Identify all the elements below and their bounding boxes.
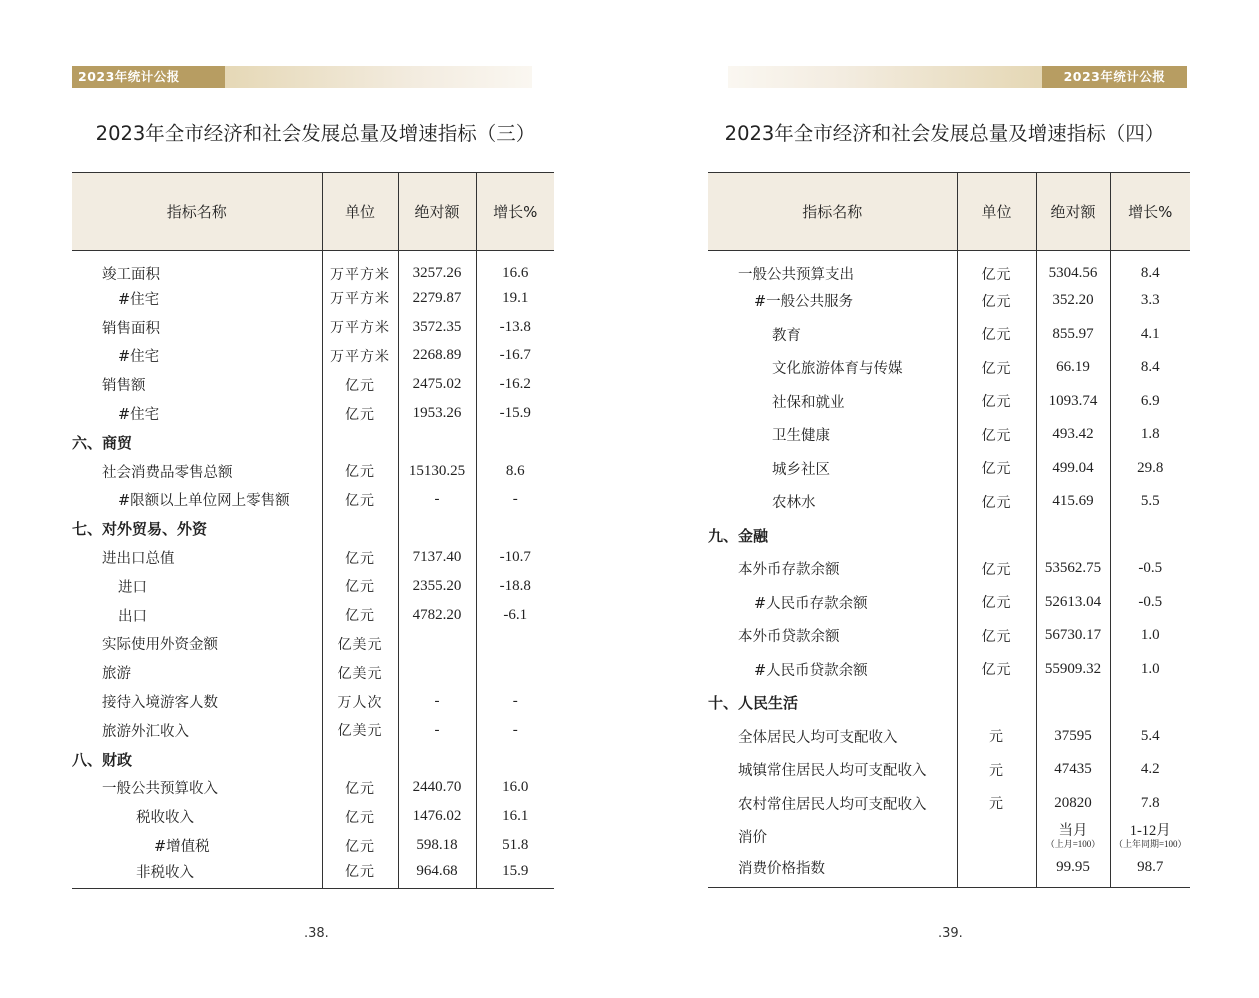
value-cell: 2355.20: [398, 572, 476, 601]
growth-cell: 98.7: [1110, 854, 1190, 888]
value-cell: [398, 630, 476, 659]
page-number: .39.: [938, 926, 963, 941]
indicator-name: 本外币存款余额: [738, 562, 840, 579]
table-row: [72, 399, 554, 428]
table-row: [708, 452, 1190, 486]
indicator-name: #人民币存款余额: [754, 595, 868, 612]
indicator-name: 九、金融: [708, 526, 769, 545]
unit-cell: [957, 854, 1036, 888]
table-row: [708, 720, 1190, 754]
table-row: [708, 318, 1190, 352]
unit-cell: 亿元: [322, 831, 398, 860]
left-page: [0, 0, 629, 998]
growth-cell: [1110, 820, 1190, 854]
value-cell: [398, 428, 476, 457]
table-header-row: [72, 173, 554, 251]
unit-cell: [322, 428, 398, 457]
indicator-name: #住宅: [118, 349, 160, 366]
unit-cell: 亿元: [957, 552, 1036, 586]
indicator-name: 出口: [118, 608, 147, 625]
indicator-name: 社会消费品零售总额: [102, 464, 233, 481]
indicator-name: 竣工面积: [102, 267, 160, 283]
unit-cell: 亿元: [322, 543, 398, 572]
table-header-row: [708, 173, 1190, 251]
page-number: .38.: [304, 926, 329, 941]
indicator-name: 本外币贷款余额: [738, 629, 840, 646]
indicator-name: 税收收入: [136, 810, 194, 827]
value-cell: -: [398, 486, 476, 515]
column-header-value: 绝对额: [1036, 173, 1110, 251]
header-tag: 2023年统计公报: [72, 66, 225, 88]
indicator-table: [708, 172, 1190, 888]
indicator-name: 旅游外汇收入: [102, 723, 189, 740]
unit-cell: 亿元: [957, 351, 1036, 385]
unit-cell: 亿元: [322, 370, 398, 399]
indicator-name: 七、对外贸易、外资: [72, 520, 208, 539]
growth-cell-label: 1-12月: [1129, 822, 1171, 839]
unit-cell: 亿元: [322, 572, 398, 601]
column-header-unit: 单位: [957, 173, 1036, 251]
table-row: [72, 630, 554, 659]
table-row: [708, 418, 1190, 452]
value-cell: 52613.04: [1036, 586, 1110, 620]
growth-cell: [1110, 686, 1190, 720]
value-cell: [1036, 519, 1110, 553]
indicator-name: #住宅: [118, 291, 160, 308]
value-cell: 56730.17: [1036, 619, 1110, 653]
table-row: [708, 586, 1190, 620]
section-row: [72, 428, 554, 457]
indicator-name: 旅游: [102, 666, 131, 683]
table-row: [72, 457, 554, 486]
unit-cell: 万平方米: [322, 313, 398, 342]
table-row: [72, 313, 554, 342]
indicator-name: 卫生健康: [772, 428, 830, 445]
value-cell: [1036, 686, 1110, 720]
table-row: [72, 860, 554, 889]
unit-cell: 亿元: [322, 802, 398, 831]
indicator-name: 全体居民人均可支配收入: [738, 729, 898, 746]
value-cell: 66.19: [1036, 351, 1110, 385]
unit-cell: 亿元: [957, 385, 1036, 419]
unit-cell: [322, 745, 398, 774]
table-row: [72, 831, 554, 860]
growth-cell: 8.4: [1110, 351, 1190, 385]
table-row: [72, 342, 554, 371]
indicator-name: 一般公共预算支出: [738, 267, 854, 283]
value-cell: 352.20: [1036, 284, 1110, 318]
growth-cell: 1.8: [1110, 418, 1190, 452]
unit-cell: 亿元: [957, 284, 1036, 318]
indicator-name: 接待入境游客人数: [102, 695, 218, 712]
growth-cell: 15.9: [476, 860, 554, 889]
table-row: [708, 251, 1190, 285]
value-cell: 2279.87: [398, 284, 476, 313]
section-row: [708, 686, 1190, 720]
growth-cell: -18.8: [476, 572, 554, 601]
indicator-name: 教育: [772, 327, 801, 344]
unit-cell: 亿元: [957, 485, 1036, 519]
growth-cell: 4.1: [1110, 318, 1190, 352]
section-row: [708, 519, 1190, 553]
indicator-name: 农林水: [772, 495, 816, 512]
table-row: [72, 251, 554, 285]
value-cell: 53562.75: [1036, 552, 1110, 586]
table-row: [708, 787, 1190, 821]
growth-cell: 29.8: [1110, 452, 1190, 486]
table-row: [708, 854, 1190, 888]
value-cell: 598.18: [398, 831, 476, 860]
indicator-name: #限额以上单位网上零售额: [118, 493, 290, 510]
growth-cell: [476, 514, 554, 543]
growth-cell: -0.5: [1110, 586, 1190, 620]
table-row: [708, 385, 1190, 419]
indicator-name: 非税收入: [72, 860, 322, 889]
unit-cell: 亿元: [957, 452, 1036, 486]
column-header-growth: 增长%: [476, 173, 554, 251]
indicator-name: 销售面积: [102, 320, 160, 337]
value-cell: [398, 745, 476, 774]
value-cell: 99.95: [1036, 854, 1110, 888]
value-cell: 499.04: [1036, 452, 1110, 486]
indicator-name: 实际使用外资金额: [102, 637, 218, 654]
table-row: [72, 601, 554, 630]
growth-cell: [1110, 519, 1190, 553]
column-header-growth: 增长%: [1110, 173, 1190, 251]
growth-cell: -16.2: [476, 370, 554, 399]
indicator-name: 十、人民生活: [708, 694, 799, 713]
table-row: [72, 370, 554, 399]
growth-cell: 1.0: [1110, 619, 1190, 653]
unit-cell: 亿元: [957, 586, 1036, 620]
indicator-name: #人民币贷款余额: [754, 662, 868, 679]
table-row: [72, 543, 554, 572]
table-row: [708, 351, 1190, 385]
indicator-name: 进口: [118, 579, 147, 596]
growth-cell: 8.6: [476, 457, 554, 486]
growth-cell: 16.0: [476, 774, 554, 803]
unit-cell: 亿元: [322, 486, 398, 515]
table-row: [72, 716, 554, 745]
growth-cell: 16.1: [476, 802, 554, 831]
table-row: [708, 753, 1190, 787]
indicator-name: 八、财政: [72, 750, 133, 769]
growth-cell: -16.7: [476, 342, 554, 371]
growth-cell: 19.1: [476, 284, 554, 313]
unit-cell: 亿元: [957, 619, 1036, 653]
section-row: [72, 745, 554, 774]
value-cell: [398, 658, 476, 687]
growth-cell: 16.6: [476, 251, 554, 285]
unit-cell: 万人次: [322, 687, 398, 716]
growth-cell: [476, 658, 554, 687]
value-cell: 855.97: [1036, 318, 1110, 352]
table-row: [72, 687, 554, 716]
indicator-name: 文化旅游体育与传媒: [772, 361, 903, 378]
table-row: [708, 820, 1190, 854]
growth-cell: [476, 630, 554, 659]
table-row: [72, 486, 554, 515]
unit-cell: 万平方米: [322, 251, 398, 285]
table-row: [72, 572, 554, 601]
value-cell: 55909.32: [1036, 653, 1110, 687]
value-cell: 1476.02: [398, 802, 476, 831]
indicator-name: 社保和就业: [772, 394, 845, 411]
value-cell-label: 当月: [1058, 822, 1088, 839]
value-cell: 3572.35: [398, 313, 476, 342]
indicator-name: 消费价格指数: [708, 854, 957, 888]
indicator-name: 销售额: [102, 378, 146, 395]
table-row: [72, 284, 554, 313]
header-ribbon: [728, 66, 1187, 88]
unit-cell: [957, 686, 1036, 720]
unit-cell: 亿元: [957, 653, 1036, 687]
indicator-name: 农村常住居民人均可支配收入: [738, 796, 927, 813]
indicator-table: [72, 172, 554, 889]
unit-cell: 亿元: [322, 399, 398, 428]
value-cell-note: （上月=100）: [1045, 838, 1101, 849]
indicator-name: #住宅: [118, 407, 160, 424]
section-row: [72, 514, 554, 543]
unit-cell: [322, 514, 398, 543]
unit-cell: 万平方米: [322, 342, 398, 371]
table-row: [708, 653, 1190, 687]
indicator-name: 一般公共预算收入: [102, 781, 218, 798]
unit-cell: 万平方米: [322, 284, 398, 313]
growth-cell: -13.8: [476, 313, 554, 342]
unit-cell: 亿元: [322, 457, 398, 486]
growth-cell: 5.5: [1110, 485, 1190, 519]
growth-cell: 8.4: [1110, 251, 1190, 285]
value-cell: 15130.25: [398, 457, 476, 486]
value-cell: 7137.40: [398, 543, 476, 572]
value-cell: [398, 514, 476, 543]
table-row: [72, 802, 554, 831]
value-cell: 3257.26: [398, 251, 476, 285]
value-cell: [1036, 820, 1110, 854]
value-cell: -: [398, 687, 476, 716]
right-page: [630, 0, 1259, 998]
growth-cell: -: [476, 486, 554, 515]
value-cell: 37595: [1036, 720, 1110, 754]
growth-cell: -: [476, 716, 554, 745]
column-header-name: 指标名称: [708, 173, 957, 251]
value-cell: 2268.89: [398, 342, 476, 371]
unit-cell: 亿美元: [322, 630, 398, 659]
value-cell: 493.42: [1036, 418, 1110, 452]
unit-cell: 元: [957, 720, 1036, 754]
growth-cell-note: （上年同期=100）: [1113, 838, 1187, 849]
unit-cell: 亿元: [322, 860, 398, 889]
header-tag: 2023年统计公报: [1042, 66, 1187, 88]
value-cell: 2475.02: [398, 370, 476, 399]
value-cell: 964.68: [398, 860, 476, 889]
value-cell: 20820: [1036, 787, 1110, 821]
value-cell: 47435: [1036, 753, 1110, 787]
unit-cell: 元: [957, 753, 1036, 787]
table-row: [708, 619, 1190, 653]
unit-cell: [957, 519, 1036, 553]
value-cell: -: [398, 716, 476, 745]
indicator-name: #增值税: [154, 839, 210, 856]
growth-cell: 1.0: [1110, 653, 1190, 687]
indicator-name: #一般公共服务: [754, 294, 854, 311]
column-header-name: 指标名称: [72, 173, 322, 251]
growth-cell: [476, 428, 554, 457]
table-row: [708, 552, 1190, 586]
value-cell: 1953.26: [398, 399, 476, 428]
growth-cell: -0.5: [1110, 552, 1190, 586]
unit-cell: 亿元: [322, 601, 398, 630]
growth-cell: -10.7: [476, 543, 554, 572]
indicator-name: 进出口总值: [102, 551, 175, 568]
indicator-name: 城镇常住居民人均可支配收入: [738, 763, 927, 780]
indicator-name: 消价: [738, 830, 767, 847]
value-cell: 4782.20: [398, 601, 476, 630]
value-cell: 2440.70: [398, 774, 476, 803]
growth-cell: -6.1: [476, 601, 554, 630]
unit-cell: 亿元: [957, 418, 1036, 452]
unit-cell: 元: [957, 787, 1036, 821]
column-header-value: 绝对额: [398, 173, 476, 251]
table-row: [72, 658, 554, 687]
growth-cell: 7.8: [1110, 787, 1190, 821]
value-cell: 415.69: [1036, 485, 1110, 519]
page-title: 2023年全市经济和社会发展总量及增速指标（三）: [95, 122, 536, 145]
growth-cell: -15.9: [476, 399, 554, 428]
table-row: [72, 774, 554, 803]
header-ribbon: [72, 66, 532, 88]
growth-cell: 51.8: [476, 831, 554, 860]
page-title: 2023年全市经济和社会发展总量及增速指标（四）: [724, 122, 1165, 145]
value-cell: 5304.56: [1036, 251, 1110, 285]
growth-cell: 4.2: [1110, 753, 1190, 787]
unit-cell: 亿美元: [322, 658, 398, 687]
unit-cell: [957, 820, 1036, 854]
indicator-name: 城乡社区: [772, 461, 830, 478]
unit-cell: 亿美元: [322, 716, 398, 745]
value-cell: 1093.74: [1036, 385, 1110, 419]
column-header-unit: 单位: [322, 173, 398, 251]
indicator-name: 六、商贸: [72, 433, 133, 452]
growth-cell: 3.3: [1110, 284, 1190, 318]
table-row: [708, 284, 1190, 318]
growth-cell: 5.4: [1110, 720, 1190, 754]
growth-cell: 6.9: [1110, 385, 1190, 419]
growth-cell: [476, 745, 554, 774]
table-row: [708, 485, 1190, 519]
growth-cell: -: [476, 687, 554, 716]
unit-cell: 亿元: [957, 318, 1036, 352]
unit-cell: 亿元: [957, 251, 1036, 285]
unit-cell: 亿元: [322, 774, 398, 803]
